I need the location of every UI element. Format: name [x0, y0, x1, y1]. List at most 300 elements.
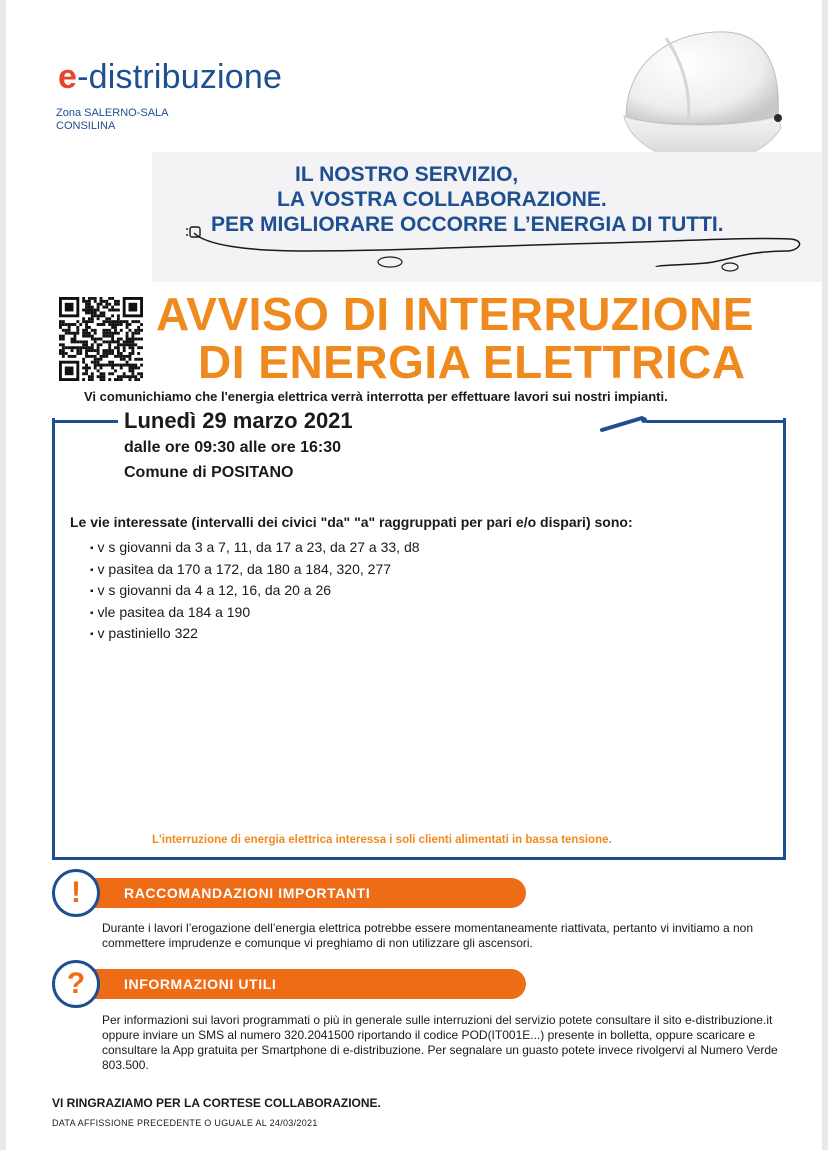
list-item: ▪ vle pasitea da 184 a 190 [90, 603, 420, 625]
qr-module [94, 311, 97, 314]
qr-module [100, 311, 103, 314]
qr-module [59, 326, 62, 329]
qr-module [108, 352, 111, 355]
qr-module [137, 372, 140, 375]
notice-sheet [6, 0, 822, 1150]
thanks-text: VI RINGRAZIAMO PER LA CORTESE COLLABORAZIONE. [52, 1096, 381, 1110]
exclamation-icon: ! [52, 869, 100, 917]
frame-top-right [646, 420, 786, 423]
qr-module [102, 332, 105, 335]
qr-module [117, 349, 120, 352]
qr-module [108, 332, 111, 335]
qr-finder [65, 367, 74, 376]
qr-module [131, 367, 134, 370]
qr-module [123, 346, 126, 349]
qr-module [91, 320, 94, 323]
qr-module [108, 303, 111, 306]
qr-module [102, 375, 105, 378]
qr-module [88, 300, 91, 303]
qr-module [88, 326, 91, 329]
qr-module [114, 323, 117, 326]
qr-module [79, 352, 82, 355]
qr-module [88, 320, 91, 323]
qr-module [108, 320, 111, 323]
qr-finder [129, 303, 138, 312]
qr-module [73, 323, 76, 326]
qr-module [123, 340, 126, 343]
qr-module [123, 375, 126, 378]
qr-module [111, 349, 114, 352]
qr-module [105, 332, 108, 335]
qr-module [88, 355, 91, 358]
qr-module [111, 332, 114, 335]
qr-module [134, 320, 137, 323]
qr-module [88, 367, 91, 370]
qr-module [71, 355, 74, 358]
qr-module [120, 320, 123, 323]
qr-module [73, 338, 76, 341]
qr-module [76, 346, 79, 349]
qr-module [71, 323, 74, 326]
qr-module [88, 335, 91, 338]
qr-module [85, 329, 88, 332]
info-header [76, 969, 526, 999]
qr-module [129, 343, 132, 346]
qr-module [129, 369, 132, 372]
qr-module [108, 372, 111, 375]
qr-module [120, 323, 123, 326]
qr-module [62, 320, 65, 323]
qr-module [102, 355, 105, 358]
qr-module [76, 329, 79, 332]
qr-module [126, 355, 129, 358]
qr-module [111, 335, 114, 338]
qr-module [108, 323, 111, 326]
info-title: INFORMAZIONI UTILI [124, 976, 277, 992]
qr-module [140, 323, 143, 326]
qr-module [137, 352, 140, 355]
qr-module [108, 361, 111, 364]
qr-module [65, 352, 68, 355]
qr-module [137, 378, 140, 381]
qr-module [85, 323, 88, 326]
qr-module [73, 340, 76, 343]
qr-module [140, 329, 143, 332]
slogan-line-1: IL NOSTRO SERVIZIO, [295, 163, 519, 186]
qr-module [59, 323, 62, 326]
qr-module [94, 364, 97, 367]
qr-module [97, 309, 100, 312]
qr-module [59, 352, 62, 355]
qr-module [65, 332, 68, 335]
qr-module [114, 369, 117, 372]
qr-module [62, 346, 65, 349]
qr-module [111, 364, 114, 367]
qr-module [97, 375, 100, 378]
qr-module [137, 346, 140, 349]
qr-module [120, 375, 123, 378]
qr-module [85, 326, 88, 329]
qr-module [85, 332, 88, 335]
qr-module [126, 340, 129, 343]
qr-module [85, 335, 88, 338]
qr-module [117, 355, 120, 358]
qr-module [91, 361, 94, 364]
qr-module [100, 372, 103, 375]
qr-module [129, 338, 132, 341]
list-item: ▪ v pastiniello 322 [90, 624, 420, 646]
qr-module [85, 320, 88, 323]
qr-module [97, 358, 100, 361]
qr-module [82, 346, 85, 349]
qr-module [102, 314, 105, 317]
qr-module [97, 361, 100, 364]
qr-module [123, 320, 126, 323]
qr-module [105, 355, 108, 358]
qr-module [108, 297, 111, 300]
qr-module [131, 346, 134, 349]
qr-module [140, 358, 143, 361]
qr-module [117, 364, 120, 367]
qr-module [59, 343, 62, 346]
qr-module [97, 314, 100, 317]
qr-module [97, 346, 100, 349]
list-item: ▪ v s giovanni da 4 a 12, 16, da 20 a 26 [90, 581, 420, 603]
qr-module [126, 343, 129, 346]
qr-module [62, 349, 65, 352]
qr-module [129, 329, 132, 332]
intro-text: Vi comunichiamo che l'energia elettrica verrà interrotta per effettuare lavori sui nostri impianti. [84, 389, 668, 404]
qr-module [97, 317, 100, 320]
qr-module [88, 303, 91, 306]
recommendations-text: Durante i lavori l’erogazione dell’energia elettrica potrebbe essere momentaneamente riattivata, pertanto vi invitiamo a non commettere imprudenze e comunque vi preghiamo di non utilizzare gli ascensori. [102, 921, 754, 950]
qr-module [82, 317, 85, 320]
qr-module [68, 329, 71, 332]
qr-module [134, 338, 137, 341]
qr-module [117, 303, 120, 306]
qr-module [88, 306, 91, 309]
qr-module [100, 314, 103, 317]
qr-module [82, 367, 85, 370]
qr-module [134, 367, 137, 370]
slogan-line-2: LA VOSTRA COLLABORAZIONE. [277, 188, 607, 211]
qr-module [129, 358, 132, 361]
qr-module [120, 358, 123, 361]
qr-module [73, 335, 76, 338]
qr-module [111, 338, 114, 341]
qr-module [85, 303, 88, 306]
qr-module [117, 375, 120, 378]
qr-module [82, 343, 85, 346]
qr-module [129, 352, 132, 355]
qr-module [71, 346, 74, 349]
qr-module [97, 364, 100, 367]
qr-module [73, 346, 76, 349]
qr-module [97, 369, 100, 372]
qr-module [102, 378, 105, 381]
qr-module [117, 323, 120, 326]
qr-module [91, 372, 94, 375]
qr-module [94, 367, 97, 370]
qr-module [131, 332, 134, 335]
qr-module [82, 329, 85, 332]
qr-module [126, 320, 129, 323]
qr-module [91, 314, 94, 317]
qr-module [137, 329, 140, 332]
qr-module [88, 332, 91, 335]
qr-module [91, 329, 94, 332]
qr-module [129, 375, 132, 378]
qr-module [85, 309, 88, 312]
qr-module [94, 329, 97, 332]
qr-module [114, 378, 117, 381]
qr-module [117, 317, 120, 320]
qr-module [97, 352, 100, 355]
qr-module [102, 372, 105, 375]
qr-module [102, 335, 105, 338]
streets-list [90, 538, 420, 646]
qr-module [108, 329, 111, 332]
qr-module [82, 309, 85, 312]
qr-module [117, 338, 120, 341]
qr-module [126, 375, 129, 378]
qr-module [117, 300, 120, 303]
qr-module [131, 352, 134, 355]
qr-module [68, 332, 71, 335]
qr-module [105, 306, 108, 309]
qr-module [102, 340, 105, 343]
qr-module [100, 338, 103, 341]
recommendations-title: RACCOMANDAZIONI IMPORTANTI [124, 885, 371, 901]
qr-module [134, 375, 137, 378]
qr-module [94, 309, 97, 312]
qr-module [62, 338, 65, 341]
qr-module [140, 338, 143, 341]
info-text: Per informazioni sui lavori programmati o più in generale sulle interruzioni del servizio potete consultare il sito e-distribuzione.it oppure inviare un SMS al numero 320.2041500 riportando il codice POD(IT001E...) presente in bolletta, oppure scaricare e consultare la App gratuita per Smartphone di e-distribuzione. Per segnalare un guasto potete invece rivolgervi al Numero Verde 803.500. [102, 1013, 778, 1072]
qr-module [126, 335, 129, 338]
qr-module [102, 364, 105, 367]
qr-module [126, 364, 129, 367]
qr-module [137, 367, 140, 370]
qr-module [126, 323, 129, 326]
qr-module [85, 300, 88, 303]
brand-logo [58, 58, 282, 97]
qr-module [91, 346, 94, 349]
qr-module [85, 349, 88, 352]
qr-module [134, 358, 137, 361]
qr-module [108, 378, 111, 381]
streets-title: Le vie interessate (intervalli dei civici "da" "a" raggruppati per pari e/o dispari) sono: [70, 514, 633, 530]
qr-module [134, 329, 137, 332]
qr-module [91, 355, 94, 358]
qr-module [62, 329, 65, 332]
qr-module [105, 329, 108, 332]
qr-module [102, 352, 105, 355]
qr-module [111, 320, 114, 323]
qr-module [108, 346, 111, 349]
qr-module [100, 300, 103, 303]
list-item: ▪ v s giovanni da 3 a 7, 11, da 17 a 23, da 27 a 33, d8 [90, 538, 420, 560]
recommendations-header [76, 878, 526, 908]
qr-module [117, 340, 120, 343]
qr-module [94, 300, 97, 303]
qr-module [111, 297, 114, 300]
outage-comune: Comune di POSITANO [124, 464, 294, 481]
qr-module [105, 317, 108, 320]
qr-module [129, 323, 132, 326]
qr-module [82, 372, 85, 375]
title-line-2: DI ENERGIA ELETTRICA [198, 336, 746, 388]
frame-top-left [52, 420, 118, 423]
qr-module [111, 372, 114, 375]
low-voltage-note: L'interruzione di energia elettrica interessa i soli clienti alimentati in bassa tensione. [152, 834, 612, 846]
outage-hours: dalle ore 09:30 alle ore 16:30 [124, 439, 342, 456]
qr-module [131, 338, 134, 341]
qr-module [82, 361, 85, 364]
qr-module [68, 326, 71, 329]
qr-module [100, 323, 103, 326]
qr-module [117, 314, 120, 317]
qr-module [140, 364, 143, 367]
qr-module [68, 323, 71, 326]
qr-module [137, 320, 140, 323]
qr-module [88, 378, 91, 381]
qr-module [100, 367, 103, 370]
qr-module [82, 332, 85, 335]
qr-module [85, 343, 88, 346]
qr-module [85, 364, 88, 367]
qr-module [134, 364, 137, 367]
qr-module [94, 355, 97, 358]
qr-module [105, 335, 108, 338]
qr-module [123, 343, 126, 346]
outage-date: Lunedì 29 marzo 2021 [124, 408, 353, 433]
qr-module [105, 300, 108, 303]
qr-module [71, 349, 74, 352]
qr-module [88, 349, 91, 352]
qr-module [79, 323, 82, 326]
qr-module [120, 367, 123, 370]
qr-module [85, 340, 88, 343]
qr-module [131, 343, 134, 346]
qr-module [111, 314, 114, 317]
qr-module [82, 300, 85, 303]
qr-module [111, 361, 114, 364]
qr-module [88, 375, 91, 378]
qr-module [68, 355, 71, 358]
qr-module [117, 309, 120, 312]
qr-module [85, 346, 88, 349]
qr-module [76, 352, 79, 355]
qr-module [71, 338, 74, 341]
affix-date: DATA AFFISSIONE PRECEDENTE O UGUALE AL 24/03/2021 [52, 1118, 318, 1128]
qr-module [137, 326, 140, 329]
qr-module [76, 326, 79, 329]
qr-module [100, 355, 103, 358]
qr-module [111, 326, 114, 329]
qr-module [114, 340, 117, 343]
qr-module [91, 306, 94, 309]
qr-module [111, 352, 114, 355]
qr-module [129, 378, 132, 381]
qr-module [105, 303, 108, 306]
qr-module [94, 361, 97, 364]
qr-module [62, 352, 65, 355]
qr-finder [65, 303, 74, 312]
qr-module [126, 326, 129, 329]
qr-module [105, 340, 108, 343]
qr-module [88, 297, 91, 300]
qr-module [100, 375, 103, 378]
qr-module [91, 349, 94, 352]
qr-module [59, 338, 62, 341]
qr-module [91, 343, 94, 346]
logo-text: -distribuzione [77, 58, 283, 96]
qr-module [114, 329, 117, 332]
qr-module [71, 332, 74, 335]
slogan-line-3: PER MIGLIORARE OCCORRE L’ENERGIA DI TUTTI. [211, 213, 724, 236]
qr-module [91, 338, 94, 341]
qr-module [108, 317, 111, 320]
qr-module [85, 369, 88, 372]
qr-module [102, 323, 105, 326]
qr-module [82, 340, 85, 343]
qr-module [129, 367, 132, 370]
qr-module [79, 346, 82, 349]
qr-module [85, 367, 88, 370]
qr-module [102, 306, 105, 309]
qr-module [94, 332, 97, 335]
qr-module [117, 352, 120, 355]
qr-module [82, 320, 85, 323]
qr-module [91, 311, 94, 314]
qr-module [108, 309, 111, 312]
qr-module [85, 372, 88, 375]
qr-module [100, 358, 103, 361]
qr-module [131, 372, 134, 375]
qr-module [123, 358, 126, 361]
qr-module [120, 338, 123, 341]
qr-module [137, 332, 140, 335]
qr-module [62, 323, 65, 326]
qr-module [73, 332, 76, 335]
qr-module [111, 323, 114, 326]
qr-module [82, 378, 85, 381]
qr-module [131, 320, 134, 323]
qr-module [129, 355, 132, 358]
qr-module [111, 367, 114, 370]
qr-module [91, 297, 94, 300]
qr-module [131, 375, 134, 378]
pen-icon [598, 410, 654, 434]
qr-module [59, 320, 62, 323]
qr-module [62, 335, 65, 338]
qr-module [123, 372, 126, 375]
qr-module [134, 332, 137, 335]
qr-module [137, 338, 140, 341]
qr-module [114, 320, 117, 323]
qr-module [105, 320, 108, 323]
qr-module [73, 355, 76, 358]
qr-module [111, 306, 114, 309]
qr-module [68, 346, 71, 349]
qr-module [88, 346, 91, 349]
qr-module [102, 311, 105, 314]
qr-module [108, 364, 111, 367]
qr-module [114, 332, 117, 335]
qr-module [102, 349, 105, 352]
qr-module [88, 309, 91, 312]
